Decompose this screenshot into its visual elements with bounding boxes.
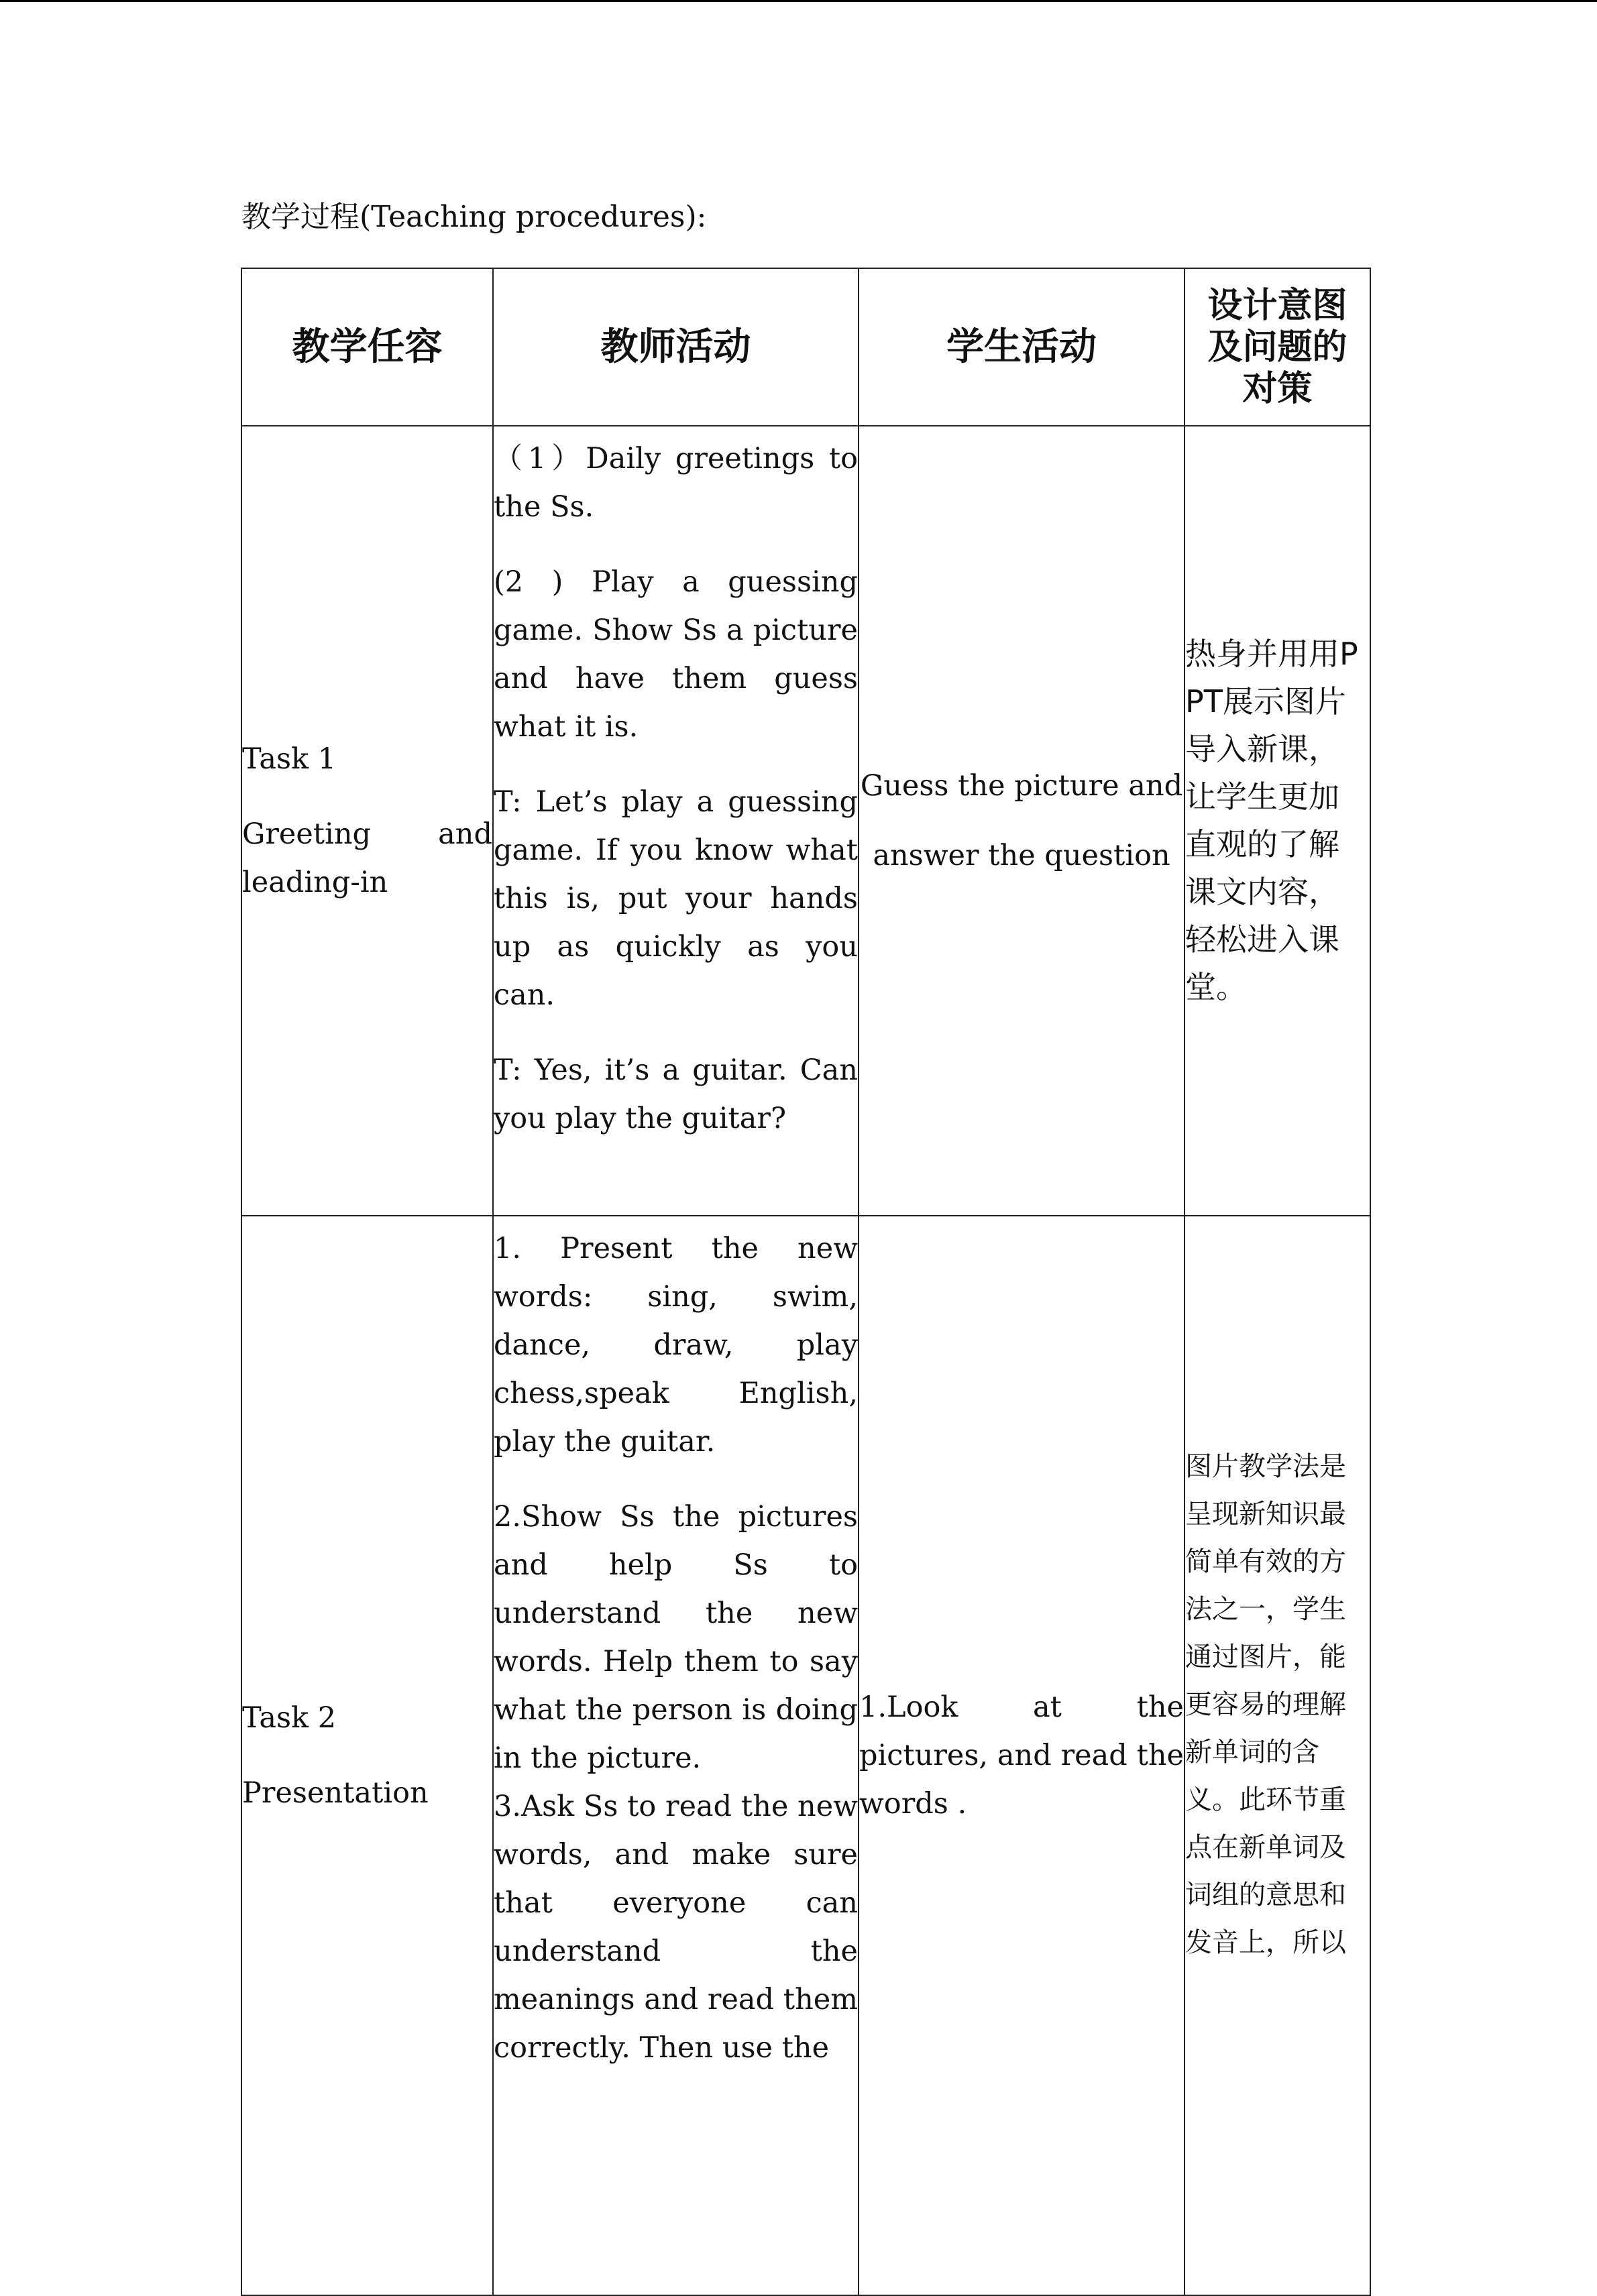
student-activity-cell: 1.Look at the pictures, and read the words . — [859, 1216, 1185, 2295]
design-intent-cell: 图片教学法是呈现新知识最简单有效的方法之一，学生通过图片，能更容易的理解新单词的含义。此环节重点在新单词及词组的意思和发音上，所以 — [1185, 1216, 1370, 2295]
header-teacher-activity: 教师活动 — [493, 268, 859, 426]
teacher-step: （1）Daily greetings to the Ss. — [494, 442, 858, 524]
table-header-row — [241, 268, 1370, 426]
design-intent-cell: 热身并用用PPT展示图片导入新课，让学生更加直观的了解课文内容，轻松进入课堂。 — [1185, 426, 1370, 1216]
task-number: Task 1 — [242, 742, 337, 776]
header-teaching-task: 教学任容 — [241, 268, 493, 426]
teacher-step: 2.Show Ss the pictures and help Ss to understand the new words. Help them to say what the person is doing in the picture. — [494, 1500, 858, 1775]
header-design-intent: 设计意图及问题的对策 — [1185, 268, 1370, 426]
table-row — [241, 1216, 1370, 2295]
teacher-step: (2 ) Play a guessing game. Show Ss a picture and have them guess what it is. — [494, 565, 858, 744]
teacher-activity-cell — [493, 1216, 859, 2295]
teacher-step: 3.Ask Ss to read the new words, and make sure that everyone can understand the meanings and read them correctly. Then use the — [494, 1790, 858, 2065]
task-cell — [241, 426, 493, 1216]
teacher-step: 1. Present the new words: sing, swim, dance, draw, play chess,speak English, play the guitar. — [494, 1232, 858, 1458]
teacher-step: T: Let’s play a guessing game. If you know what this is, put your hands up as quickly as you can. — [494, 785, 858, 1012]
task-number: Task 2 — [242, 1701, 337, 1735]
teacher-step: T: Yes, it’s a guitar. Can you play the guitar? — [494, 1053, 858, 1135]
task-cell — [241, 1216, 493, 2295]
task-name: Presentation — [242, 1776, 429, 1810]
teacher-activity-cell — [493, 426, 859, 1216]
table-row — [241, 426, 1370, 1216]
student-activity-line: Guess the picture and — [860, 769, 1183, 803]
task-name: Greeting and leading-in — [242, 817, 492, 899]
section-title: 教学过程(Teaching procedures): — [241, 200, 707, 234]
top-border-line — [0, 0, 1597, 2]
header-student-activity: 学生活动 — [859, 268, 1185, 426]
student-activity-line: answer the question — [873, 839, 1170, 872]
teaching-procedures-table — [241, 268, 1371, 2296]
student-activity-cell — [859, 426, 1185, 1216]
